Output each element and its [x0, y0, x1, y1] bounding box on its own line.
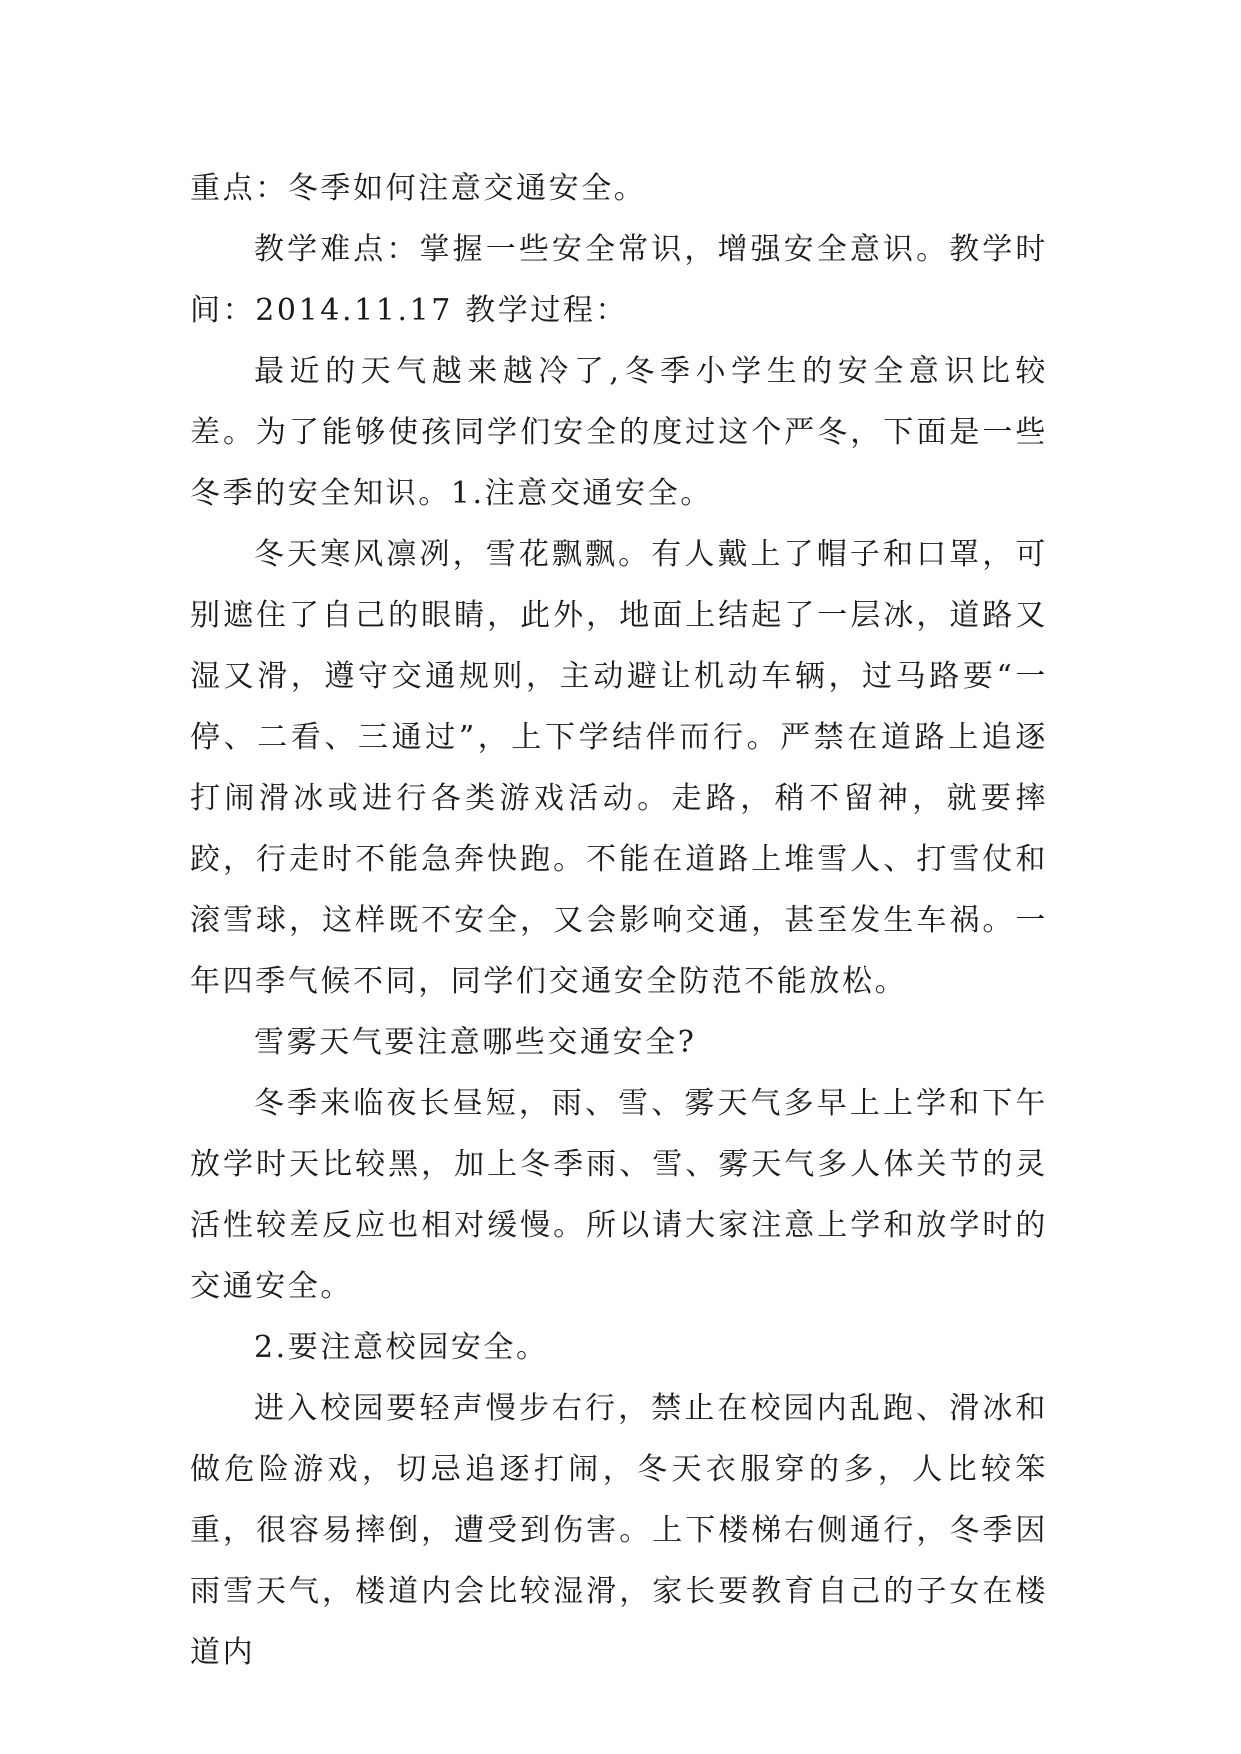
paragraph-campus-safety: 进入校园要轻声慢步右行，禁止在校园内乱跑、滑冰和做危险游戏，切忌追逐打闹，冬天衣服穿的多，人比较笨重，很容易摔倒，遭受到伤害。上下楼梯右侧通行，冬季因雨雪天气，楼道内会比较湿滑，家长要教育自己的子女在楼道内 [190, 1391, 1048, 1670]
paragraph-snow-fog-answer: 冬季来临夜长昼短，雨、雪、雾天气多早上上学和下午放学时天比较黑，加上冬季雨、雪、雾天气多人体关节的灵活性较差反应也相对缓慢。所以请大家注意上学和放学时的交通安全。 [190, 1086, 1048, 1304]
document-body [190, 158, 1048, 1683]
paragraph-difficulty-and-time: 教学难点：掌握一些安全常识，增强安全意识。教学时间：2014.11.17 教学过程： [190, 232, 1048, 328]
paragraph-snow-fog-question: 雪雾天气要注意哪些交通安全? [254, 1025, 697, 1060]
paragraph-key-point: 重点：冬季如何注意交通安全。 [190, 171, 647, 206]
paragraph-campus-safety-heading: 2.要注意校园安全。 [254, 1330, 549, 1365]
paragraph-introduction: 最近的天气越来越冷了,冬季小学生的安全意识比较差。为了能够使孩同学们安全的度过这个严冬，下面是一些冬季的安全知识。1.注意交通安全。 [190, 354, 1048, 511]
paragraph-winter-road-safety: 冬天寒风凛冽，雪花飘飘。有人戴上了帽子和口罩，可别遮住了自己的眼睛，此外，地面上结起了一层冰，道路又湿又滑，遵守交通规则，主动避让机动车辆，过马路要“一停、二看、三通过”，上下学结伴而行。严禁在道路上追逐打闹滑冰或进行各类游戏活动。走路，稍不留神，就要摔跤，行走时不能急奔快跑。不能在道路上堆雪人、打雪仗和滚雪球，这样既不安全，又会影响交通，甚至发生车祸。一年四季气候不同，同学们交通安全防范不能放松。 [190, 537, 1048, 999]
